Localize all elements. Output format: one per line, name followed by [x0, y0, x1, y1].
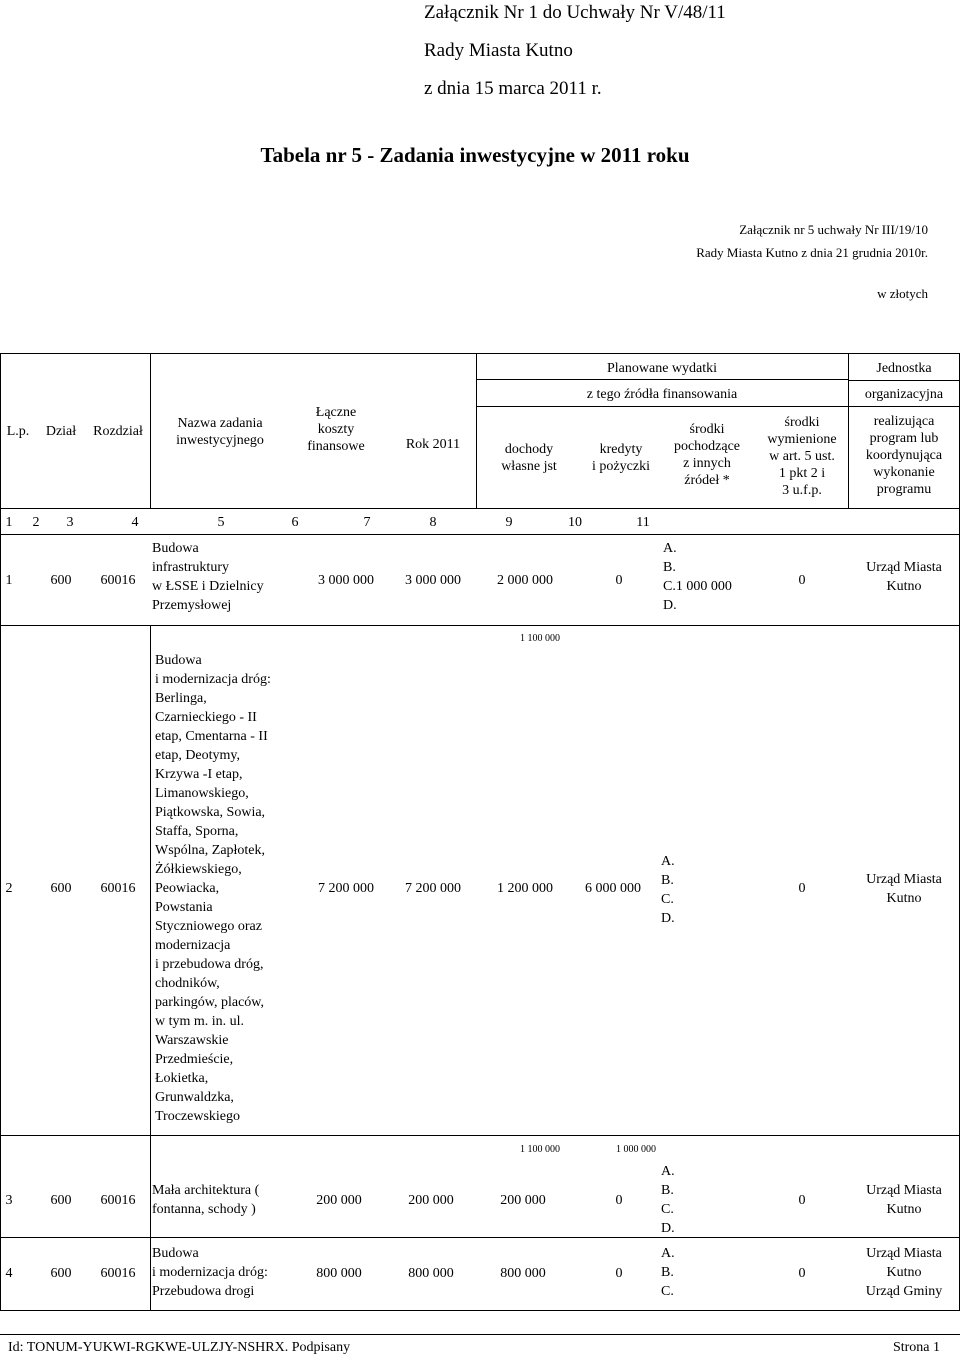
- footer-page: Strona 1: [892, 1340, 940, 1355]
- grid-row3-bottom: [0, 1237, 960, 1238]
- grid-organizacyjna-bottom: [848, 406, 960, 407]
- row2-rozdzial: 60016: [100, 881, 136, 896]
- col-number-10: 10: [568, 515, 582, 530]
- col-header-lp: L.p.: [6, 424, 30, 439]
- grid-jednostka-bottom: [848, 380, 960, 381]
- row1-dochody: 2 000 000: [497, 573, 553, 588]
- grid-numbers-bottom: [0, 534, 960, 535]
- col-header-rok: Rok 2011: [405, 437, 461, 452]
- row1-srodki-art: 0: [798, 573, 806, 588]
- row3-laczne: 200 000: [316, 1193, 362, 1208]
- row4-srodki-inne: A. B. C.: [661, 1246, 675, 1299]
- col-number-2: 2: [32, 515, 40, 530]
- col-header-realizujaca: realizująca program lub koordynująca wykonanie programu: [865, 414, 943, 497]
- row4-dzial: 600: [50, 1266, 72, 1281]
- reference-line-2: Rady Miasta Kutno z dnia 21 grudnia 2010r.: [696, 245, 928, 260]
- col-number-6: 6: [291, 515, 299, 530]
- footer-rule: [0, 1334, 960, 1335]
- row2-srodki-art: 0: [798, 881, 806, 896]
- col-number-7: 7: [363, 515, 371, 530]
- header-line-3: z dnia 15 marca 2011 r.: [424, 78, 602, 99]
- row3-kredyty: 0: [615, 1193, 623, 1208]
- grid-row2-bottom: [0, 1135, 960, 1136]
- col-number-9: 9: [505, 515, 513, 530]
- col-header-srodki-art: środki wymienione w art. 5 ust. 1 pkt 2 i 3 u.f.p.: [767, 415, 837, 498]
- row3-dochody: 200 000: [500, 1193, 546, 1208]
- row3-jednostka: Urząd Miasta Kutno: [866, 1183, 942, 1217]
- col-number-3: 3: [66, 515, 74, 530]
- row2-note-a: 1 100 000: [520, 1144, 560, 1155]
- row4-nazwa: Budowa i modernizacja dróg: Przebudowa drogi: [152, 1246, 268, 1299]
- row4-rok: 800 000: [408, 1266, 454, 1281]
- row3-lp: 3: [5, 1193, 13, 1208]
- col-header-jednostka: Jednostka: [876, 361, 932, 376]
- col-number-8: 8: [429, 515, 437, 530]
- col-header-planowane: Planowane wydatki: [606, 361, 718, 376]
- row1-laczne: 3 000 000: [318, 573, 374, 588]
- row2-note-b: 1 000 000: [616, 1144, 656, 1155]
- row2-dzial: 600: [50, 881, 72, 896]
- col-header-organizacyjna: organizacyjna: [864, 387, 944, 402]
- row2-rok: 7 200 000: [405, 881, 461, 896]
- col-header-rozdzial: Rozdział: [93, 424, 143, 439]
- grid-planowane-bottom: [476, 379, 848, 380]
- grid-ztego-bottom: [476, 406, 848, 407]
- col-number-4: 4: [131, 515, 139, 530]
- col-number-11: 11: [636, 515, 650, 530]
- grid-row1-bottom: [0, 625, 960, 626]
- header-line-2: Rady Miasta Kutno: [424, 40, 573, 61]
- row4-srodki-art: 0: [798, 1266, 806, 1281]
- grid-v-nazwa-body: [150, 625, 151, 1310]
- unit-label: w złotych: [877, 286, 928, 301]
- row3-rok: 200 000: [408, 1193, 454, 1208]
- col-header-srodki-inne: środki pochodzące z innych źródeł *: [673, 422, 741, 488]
- row1-jednostka: Urząd Miasta Kutno: [866, 560, 942, 594]
- col-header-ztego: z tego źródła finansowania: [586, 387, 738, 402]
- row1-rozdzial: 60016: [100, 573, 136, 588]
- col-header-kredyty: kredyty i pożyczki: [592, 442, 650, 474]
- col-number-5: 5: [217, 515, 225, 530]
- row2-jednostka: Urząd Miasta Kutno: [866, 872, 942, 906]
- row2-nazwa: Budowa i modernizacja dróg: Berlinga, Czarnieckiego - II etap, Cmentarna - II etap, Deotymy, Krzywa -I etap, Limanowskiego, Piątkowska, Sowia, Staffa, Sporna, Wspólna, Zapłotek, Żółkiewskiego, Peowiacka, Powstania Styczniowego oraz modernizacja i przebudowa dróg, chodników, parkingów, placów, w tym m. in. ul. Warszawskie Przedmieście, Łokietka, Grunwaldzka, Troczewskiego: [155, 653, 271, 1124]
- row3-dzial: 600: [50, 1193, 72, 1208]
- row2-laczne: 7 200 000: [318, 881, 374, 896]
- col-header-dzial: Dział: [45, 424, 77, 439]
- grid-header-bottom: [0, 508, 960, 509]
- row3-nazwa: Mała architektura ( fontanna, schody ): [152, 1183, 260, 1217]
- row1-lp: 1: [5, 573, 13, 588]
- page-title: Tabela nr 5 - Zadania inwestycyjne w 2011 roku: [260, 143, 690, 167]
- row1-rok: 3 000 000: [405, 573, 461, 588]
- row1-nazwa: Budowa infrastruktury w ŁSSE i Dzielnicy Przemysłowej: [152, 541, 264, 613]
- col-header-nazwa: Nazwa zadania inwestycyjnego: [176, 416, 264, 448]
- row2-lp: 2: [5, 881, 13, 896]
- footer-id: Id: TONUM-YUKWI-RGKWE-ULZJY-NSHRX. Podpisany: [8, 1340, 351, 1355]
- row4-laczne: 800 000: [316, 1266, 362, 1281]
- col-header-dochody: dochody własne jst: [501, 442, 557, 474]
- row4-rozdzial: 60016: [100, 1266, 136, 1281]
- row3-srodki-inne: A. B. C. D.: [661, 1164, 675, 1236]
- row2-dochody: 1 200 000: [497, 881, 553, 896]
- reference-line-1: Załącznik nr 5 uchwały Nr III/19/10: [739, 222, 928, 237]
- grid-bottom: [0, 1310, 960, 1311]
- grid-top: [0, 353, 960, 354]
- row2-kredyty: 6 000 000: [585, 881, 641, 896]
- col-number-1: 1: [5, 515, 13, 530]
- row4-lp: 4: [5, 1266, 13, 1281]
- row3-rozdzial: 60016: [100, 1193, 136, 1208]
- row4-jednostka: Urząd Miasta Kutno Urząd Gminy: [865, 1246, 943, 1299]
- row2-srodki-inne: A. B. C. D.: [661, 854, 675, 926]
- row1-srodki-inne: A. B. C.1 000 000 D.: [663, 541, 732, 613]
- header-line-1: Załącznik Nr 1 do Uchwały Nr V/48/11: [424, 2, 726, 23]
- row1-note: 1 100 000: [520, 633, 560, 644]
- row4-dochody: 800 000: [500, 1266, 546, 1281]
- row1-dzial: 600: [50, 573, 72, 588]
- row4-kredyty: 0: [615, 1266, 623, 1281]
- col-header-laczne: Łączne koszty finansowe: [307, 405, 365, 454]
- row3-srodki-art: 0: [798, 1193, 806, 1208]
- row1-kredyty: 0: [615, 573, 623, 588]
- grid-left: [0, 353, 1, 1310]
